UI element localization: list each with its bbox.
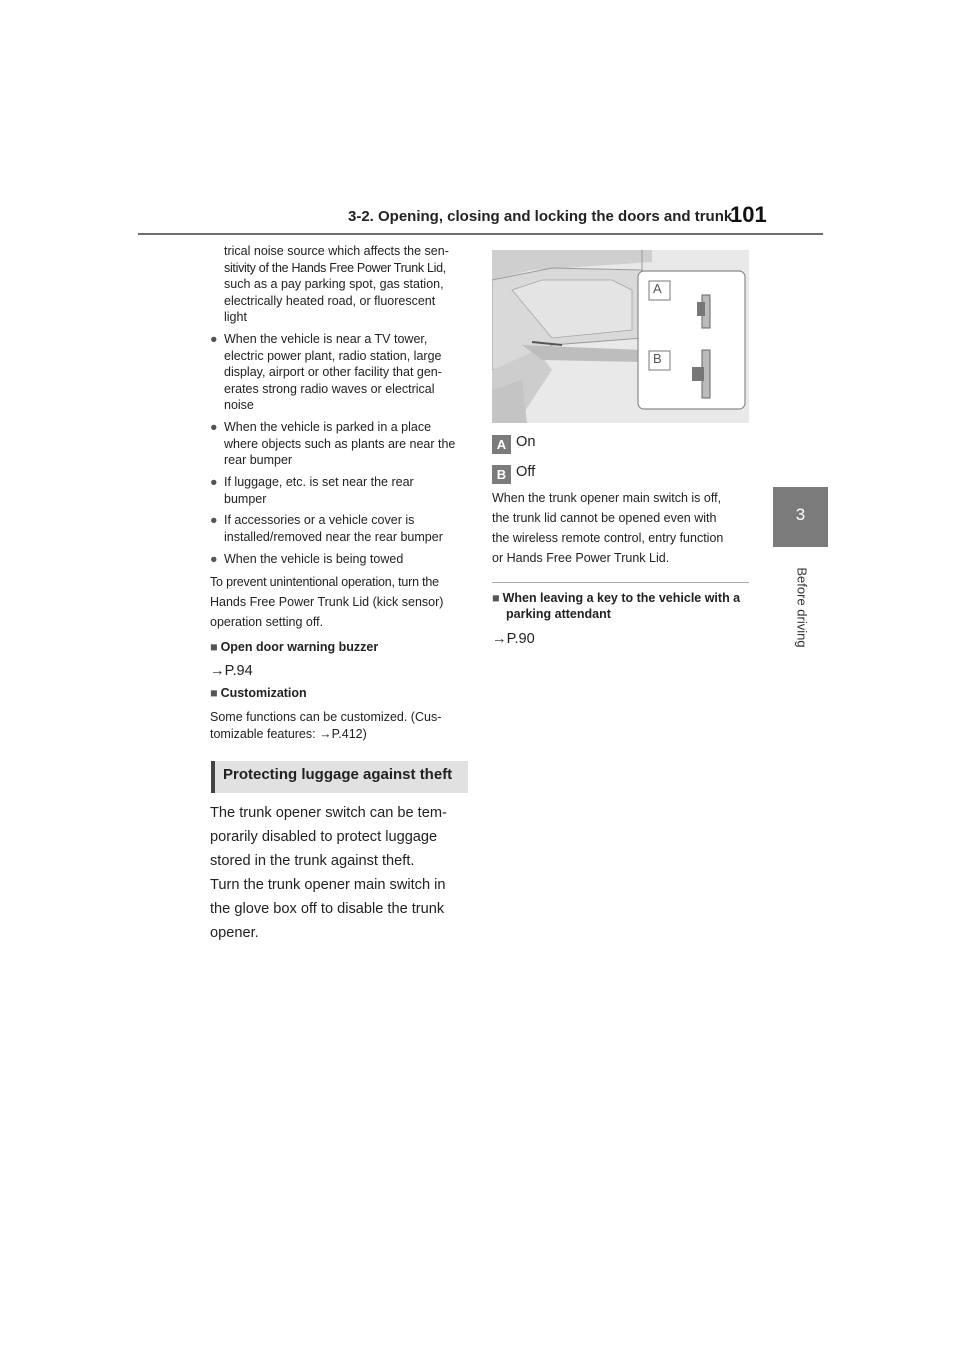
chapter-number: 3	[795, 505, 806, 524]
text-line: bumper	[224, 491, 267, 506]
glove-box-switch-figure	[492, 250, 749, 423]
body-paragraph	[210, 801, 472, 873]
bullet-item	[210, 419, 472, 469]
text-line: erates strong radio waves or electrical	[224, 381, 435, 396]
text-line: trical noise source which affects the sen-	[224, 244, 449, 258]
customization-text	[210, 709, 472, 742]
page-number: 101	[730, 202, 767, 227]
bullet-icon: ●	[210, 552, 218, 566]
text-line: Turn the trunk opener main switch in	[210, 877, 446, 893]
text-line: operation setting off.	[210, 615, 324, 629]
inset-label-a: A	[653, 281, 662, 296]
inset-label-b: B	[653, 351, 662, 366]
bullet-item	[210, 474, 472, 507]
text-line: When the vehicle is near a TV tower,	[224, 332, 428, 346]
text-line: the glove box off to disable the trunk	[210, 901, 445, 917]
text-line: the wireless remote control, entry function	[492, 531, 724, 545]
text-line: Hands Free Power Trunk Lid (kick sensor)	[210, 595, 444, 609]
leaving-key-heading	[492, 590, 740, 622]
open-door-heading	[210, 640, 378, 654]
bullet-icon: ●	[210, 332, 218, 346]
switch-illustration	[492, 250, 749, 423]
text-line: The trunk opener switch can be tem-	[210, 805, 447, 821]
text-line: If accessories or a vehicle cover is	[224, 513, 415, 527]
bullet-item	[210, 551, 472, 568]
text-line: rear bumper	[224, 453, 293, 467]
body-paragraph	[210, 873, 472, 945]
divider	[492, 582, 749, 583]
text-line: tomizable features: →P.412)	[210, 726, 367, 741]
running-header-title: 3-2. Opening, closing and locking the doors and trunk	[348, 208, 733, 225]
heading-text: When leaving a key to the vehicle with a	[502, 591, 741, 605]
legend-text-off: Off	[516, 464, 536, 480]
text-line: To prevent unintentional operation, turn the	[210, 575, 439, 589]
legend-key-a: A	[492, 435, 511, 454]
chapter-label: Before driving	[794, 567, 810, 648]
text-line: electric power plant, radio station, large	[224, 348, 442, 363]
open-door-reference[interactable]: →P.94	[210, 663, 253, 679]
heading-text: Customization	[220, 686, 307, 700]
text-line: When the vehicle is parked in a place	[224, 420, 432, 434]
prevent-paragraph	[210, 572, 472, 632]
bullet-icon: ●	[210, 420, 218, 434]
text-line: sitivity of the Hands Free Power Trunk Lid,	[224, 260, 446, 275]
legend-key-b: B	[492, 465, 511, 484]
heading-text: Open door warning buzzer	[220, 640, 379, 654]
bullet-item	[210, 512, 472, 545]
switch-note	[492, 488, 754, 568]
section-heading: Protecting luggage against theft	[223, 766, 453, 783]
text-line: or Hands Free Power Trunk Lid.	[492, 551, 670, 565]
square-bullet-icon: ■	[492, 591, 500, 605]
continuation-text	[224, 243, 474, 326]
bullet-icon: ●	[210, 513, 218, 527]
text-line: display, airport or other facility that gen-	[224, 365, 442, 379]
text-line: noise	[224, 398, 254, 412]
bullet-icon: ●	[210, 475, 218, 489]
square-bullet-icon: ■	[210, 640, 218, 654]
text-line: light	[224, 310, 247, 324]
text-line: When the vehicle is being towed	[224, 552, 404, 566]
text-line: the trunk lid cannot be opened even with	[492, 511, 717, 525]
header-rule	[138, 233, 823, 235]
text-line: stored in the trunk against theft.	[210, 853, 415, 869]
text-line: where objects such as plants are near the	[224, 436, 456, 451]
square-bullet-icon: ■	[210, 686, 218, 700]
heading-text: parking attendant	[506, 607, 611, 621]
customization-heading	[210, 686, 307, 700]
text-line: Some functions can be customized. (Cus-	[210, 710, 442, 724]
text-line: porarily disabled to protect luggage	[210, 829, 438, 845]
bullet-item	[210, 331, 472, 414]
text-line: opener.	[210, 925, 259, 941]
text-line: installed/removed near the rear bumper	[224, 529, 443, 544]
leaving-key-reference[interactable]: →P.90	[492, 631, 535, 647]
text-line: such as a pay parking spot, gas station,	[224, 277, 444, 291]
text-line: electrically heated road, or fluorescent	[224, 293, 436, 308]
legend-text-on: On	[516, 434, 536, 450]
text-line: If luggage, etc. is set near the rear	[224, 475, 414, 489]
text-line: When the trunk opener main switch is off,	[492, 491, 722, 505]
